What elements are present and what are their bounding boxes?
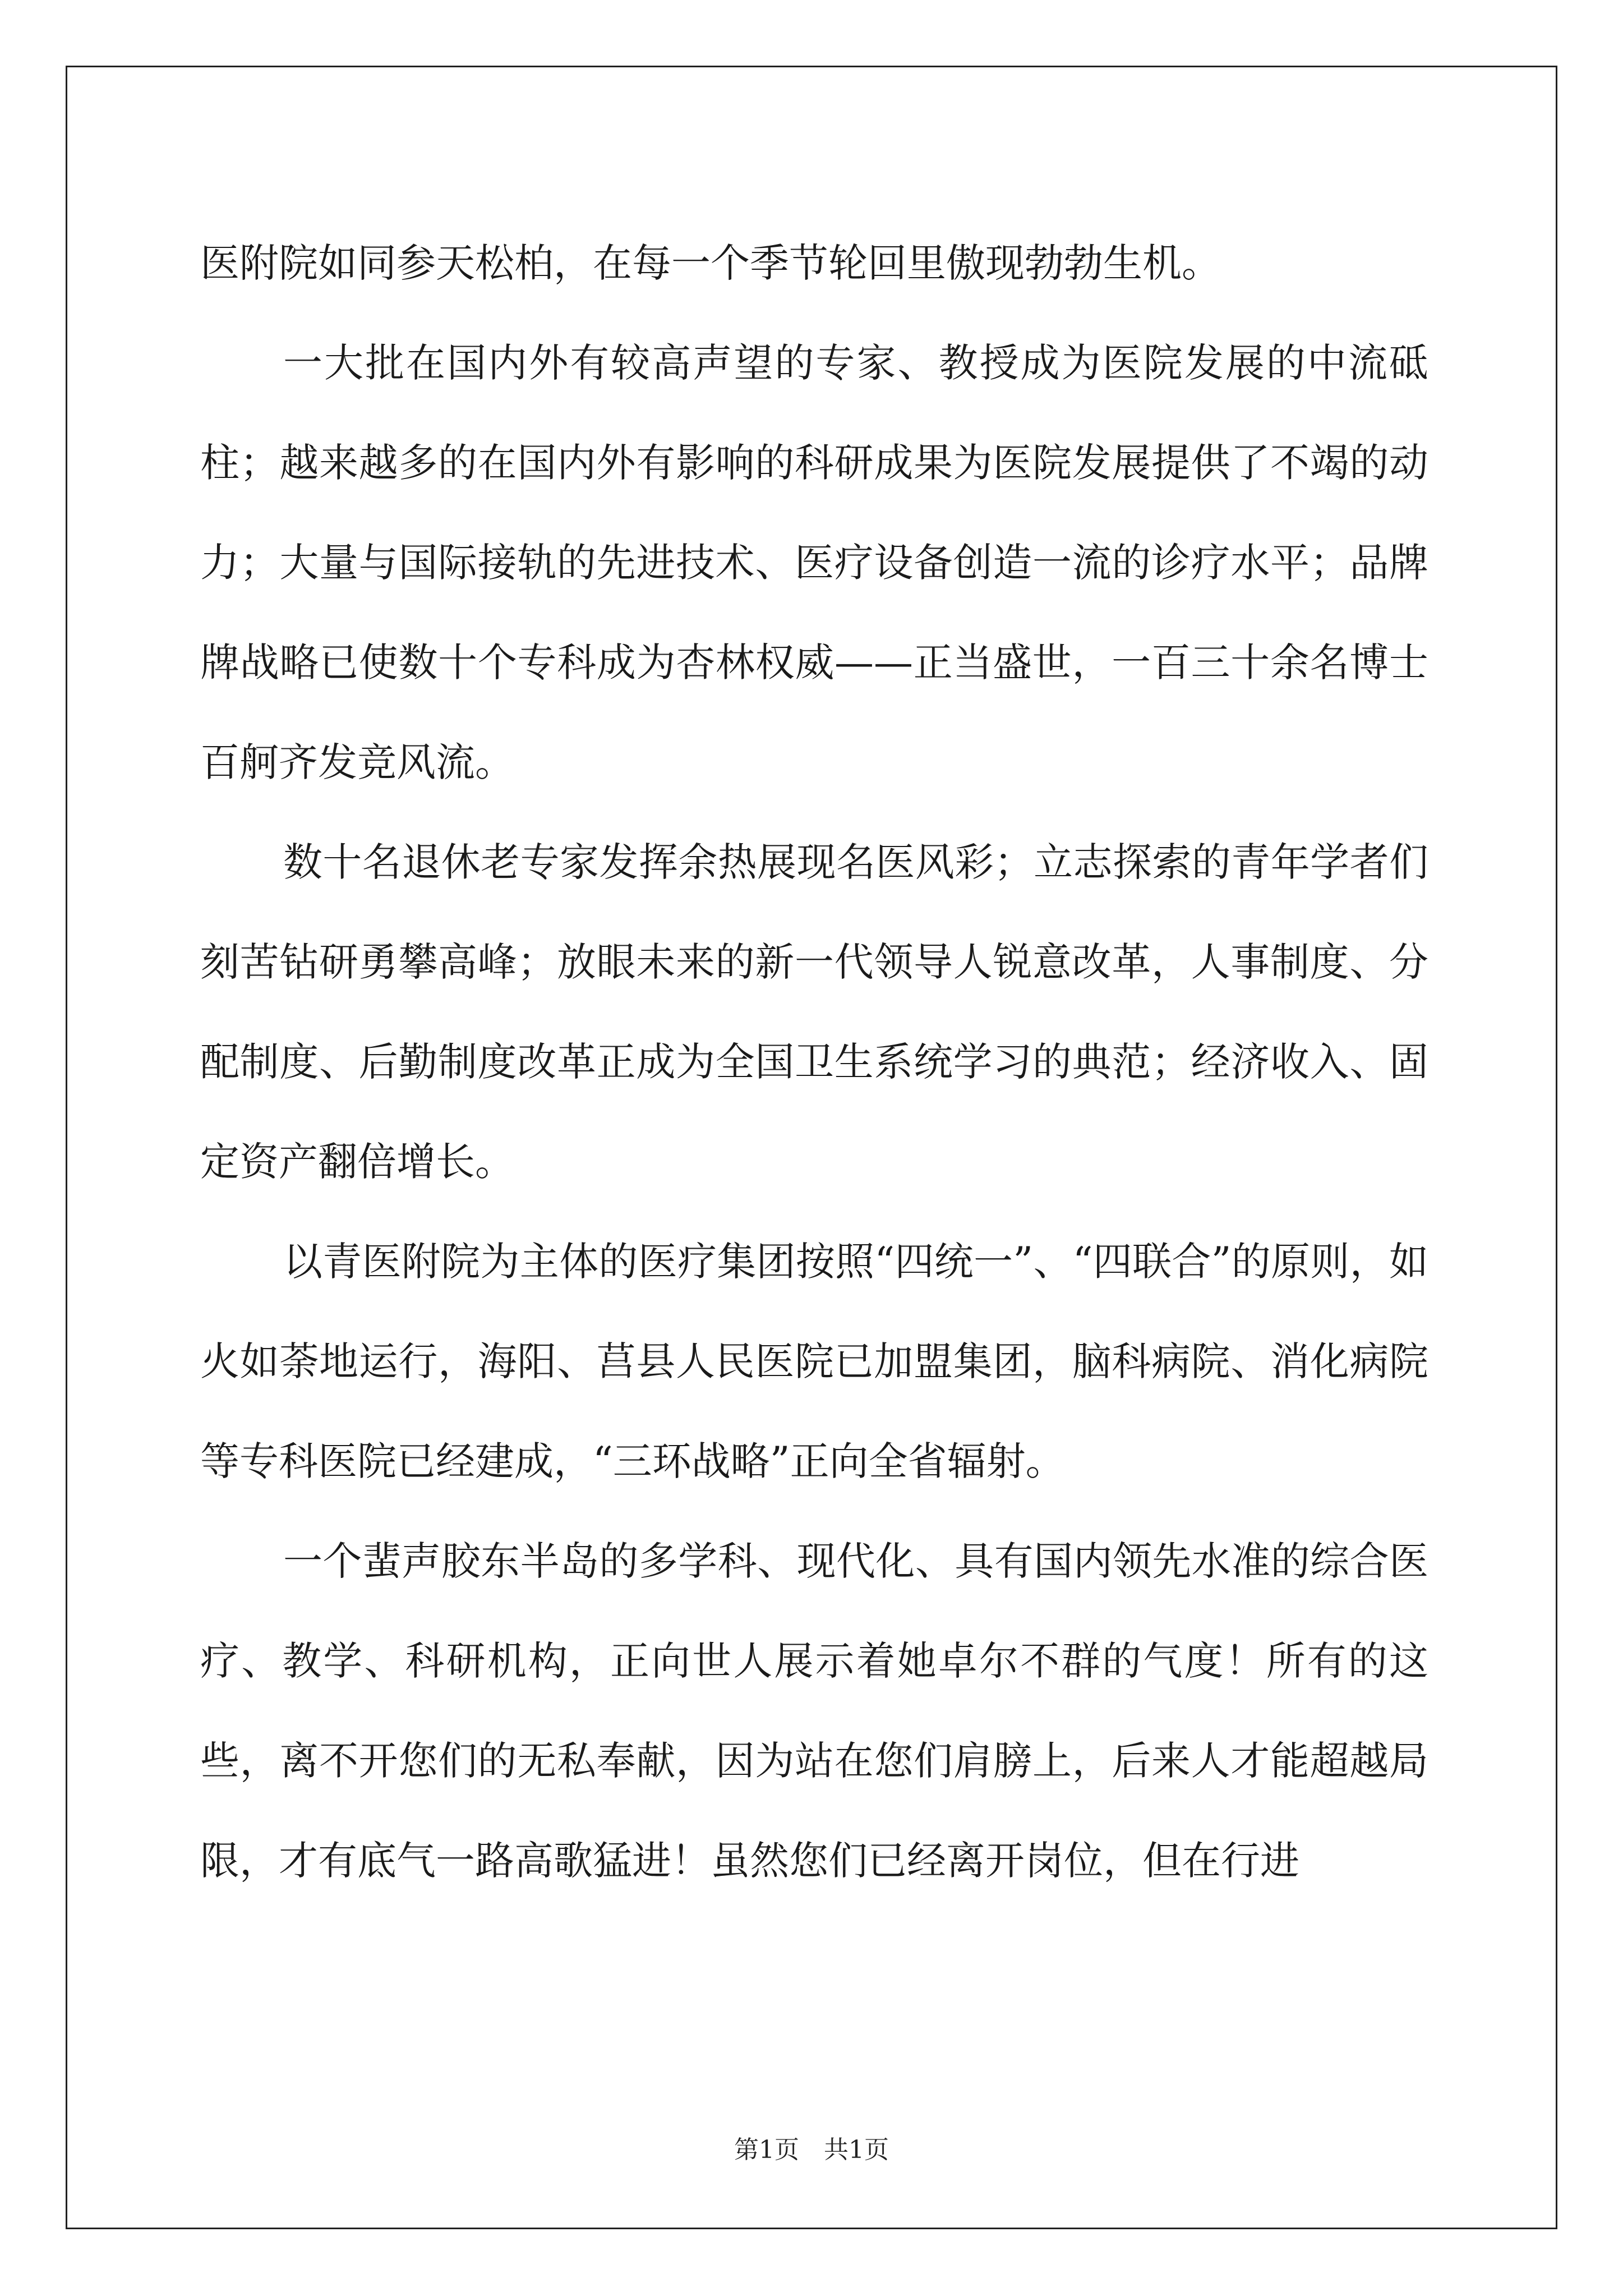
document-body bbox=[200, 213, 1428, 1911]
paragraph-5: 一个蜚声胶东半岛的多学科、现代化、具有国内领先水准的综合医疗、教学、科研机构，正向世人展示着她卓尔不群的气度！所有的这些，离不开您们的无私奉献，因为站在您们肩膀上，后来人才能超越局限，才有底气一路高歌猛进！虽然您们已经离开岗位，但在行进 bbox=[200, 1538, 1428, 1884]
paragraph-2: 一大批在国内外有较高声望的专家、教授成为医院发展的中流砥柱；越来越多的在国内外有影响的科研成果为医院发展提供了不竭的动力；大量与国际接轨的先进技术、医疗设备创造一流的诊疗水平；品牌牌战略已使数十个专科成为杏林权威——正当盛世，一百三十余名博士百舸齐发竞风流。 bbox=[200, 340, 1428, 785]
paragraph-4: 以青医附院为主体的医疗集团按照“四统一”、“四联合”的原则，如火如荼地运行，海阳、莒县人民医院已加盟集团，脑科病院、消化病院等专科医院已经建成，“三环战略”正向全省辐射。 bbox=[200, 1239, 1428, 1484]
paragraph-3: 数十名退休老专家发挥余热展现名医风彩；立志探索的青年学者们刻苦钻研勇攀高峰；放眼未来的新一代领导人锐意改革，人事制度、分配制度、后勤制度改革正成为全国卫生系统学习的典范；经济收入、固定资产翻倍增长。 bbox=[200, 839, 1428, 1185]
paragraph-1: 医附院如同参天松柏，在每一个季节轮回里傲现勃勃生机。 bbox=[200, 240, 1221, 286]
page-footer: 第1页 共1页 bbox=[734, 2136, 889, 2164]
